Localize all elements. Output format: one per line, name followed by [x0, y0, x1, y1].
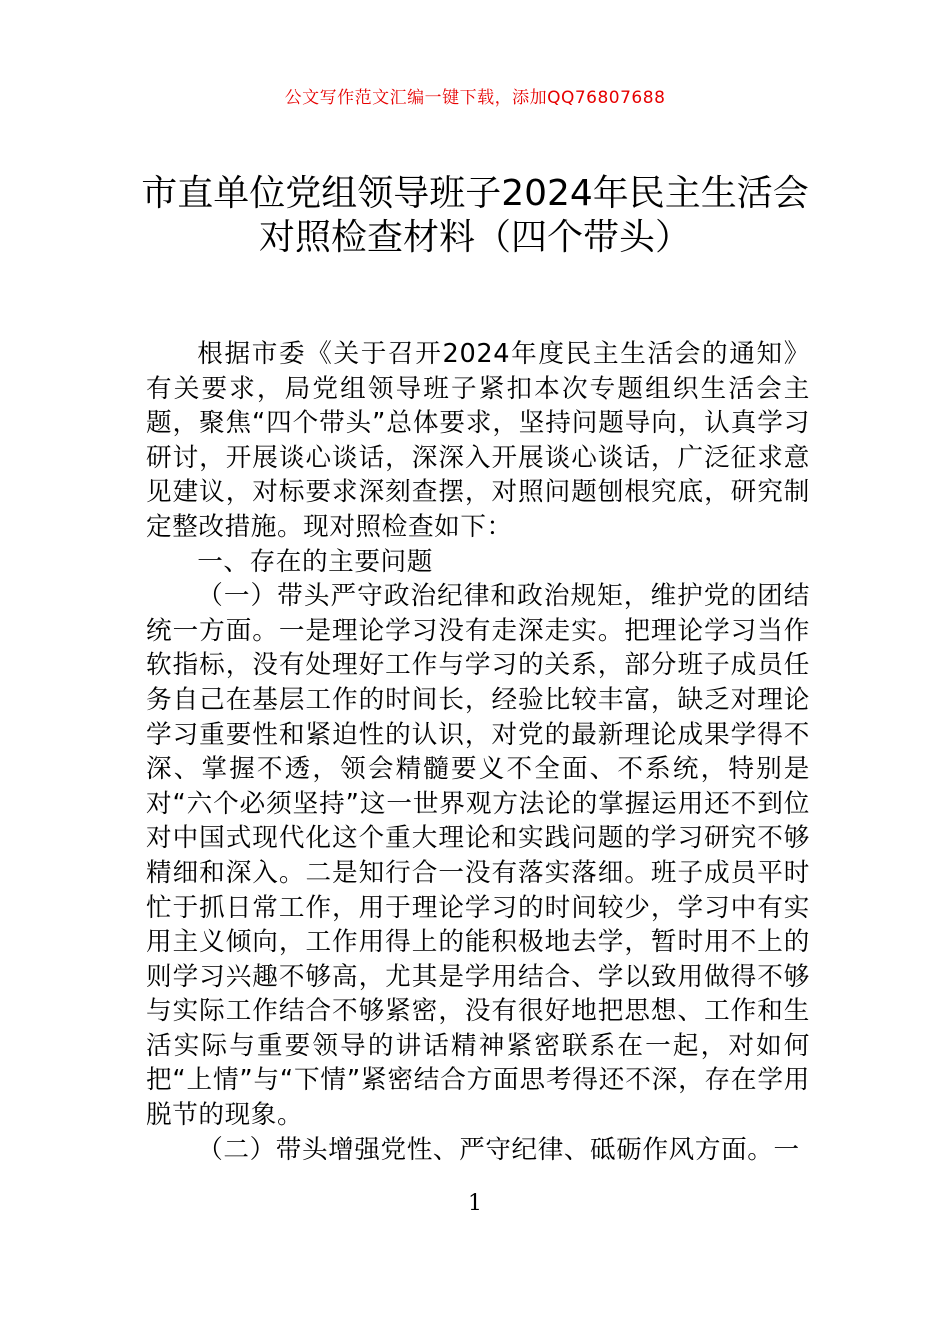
problem-paragraph-2: （二）带头增强党性、严守纪律、砥砺作风方面。一	[197, 1134, 800, 1165]
document-title-line-2: 对照检查材料（四个带头）	[258, 217, 691, 258]
document-title-line-1: 市直单位党组领导班子2024年民主生活会	[141, 173, 809, 214]
problem-paragraph-1: （一）带头严守政治纪律和政治规矩，维护党的团结统一方面。一是理论学习没有走深走实。把理论学习当作软指标，没有处理好工作与学习的关系，部分班子成员任务自己在基层工作的时间长，经验比较丰富，缺乏对理论学习重要性和紧迫性的认识，对党的最新理论成果学得不深、掌握不透，领会精髓要义不全面、不系统，特别是对“六个必须坚持”这一世界观方法论的掌握运用还不到位对中国式现代化这个重大理论和实践问题的学习研究不够精细和深入。二是知行合一没有落实落细。班子成员平时忙于抓日常工作，用于理论学习的时间较少，学习中有实用主义倾向，工作用得上的能积极地去学，暂时用不上的则学习兴趣不够高，尤其是学用结合、学以致用做得不够与实际工作结合不够紧密，没有很好地把思想、工作和生活实际与重要领导的讲话精神紧密联系在一起，对如何把“上情”与“下情”紧密结合方面思考得还不深，存在学用脱节的现象。	[146, 581, 810, 1131]
intro-paragraph: 根据市委《关于召开2024年度民主生活会的通知》有关要求，局党组领导班子紧扣本次专题组织生活会主题，聚焦“四个带头”总体要求，坚持问题导向，认真学习研讨，开展谈心谈话，深深入开展谈心谈话，广泛征求意见建议，对标要求深刻查摆，对照问题刨根究底，研究制定整改措施。现对照检查如下：	[146, 339, 810, 542]
section-heading: 一、存在的主要问题	[197, 546, 433, 577]
page-number: 1	[468, 1191, 482, 1216]
download-notice: 公文写作范文汇编一键下载，添加QQ76807688	[284, 88, 666, 108]
document-body	[146, 337, 810, 1167]
